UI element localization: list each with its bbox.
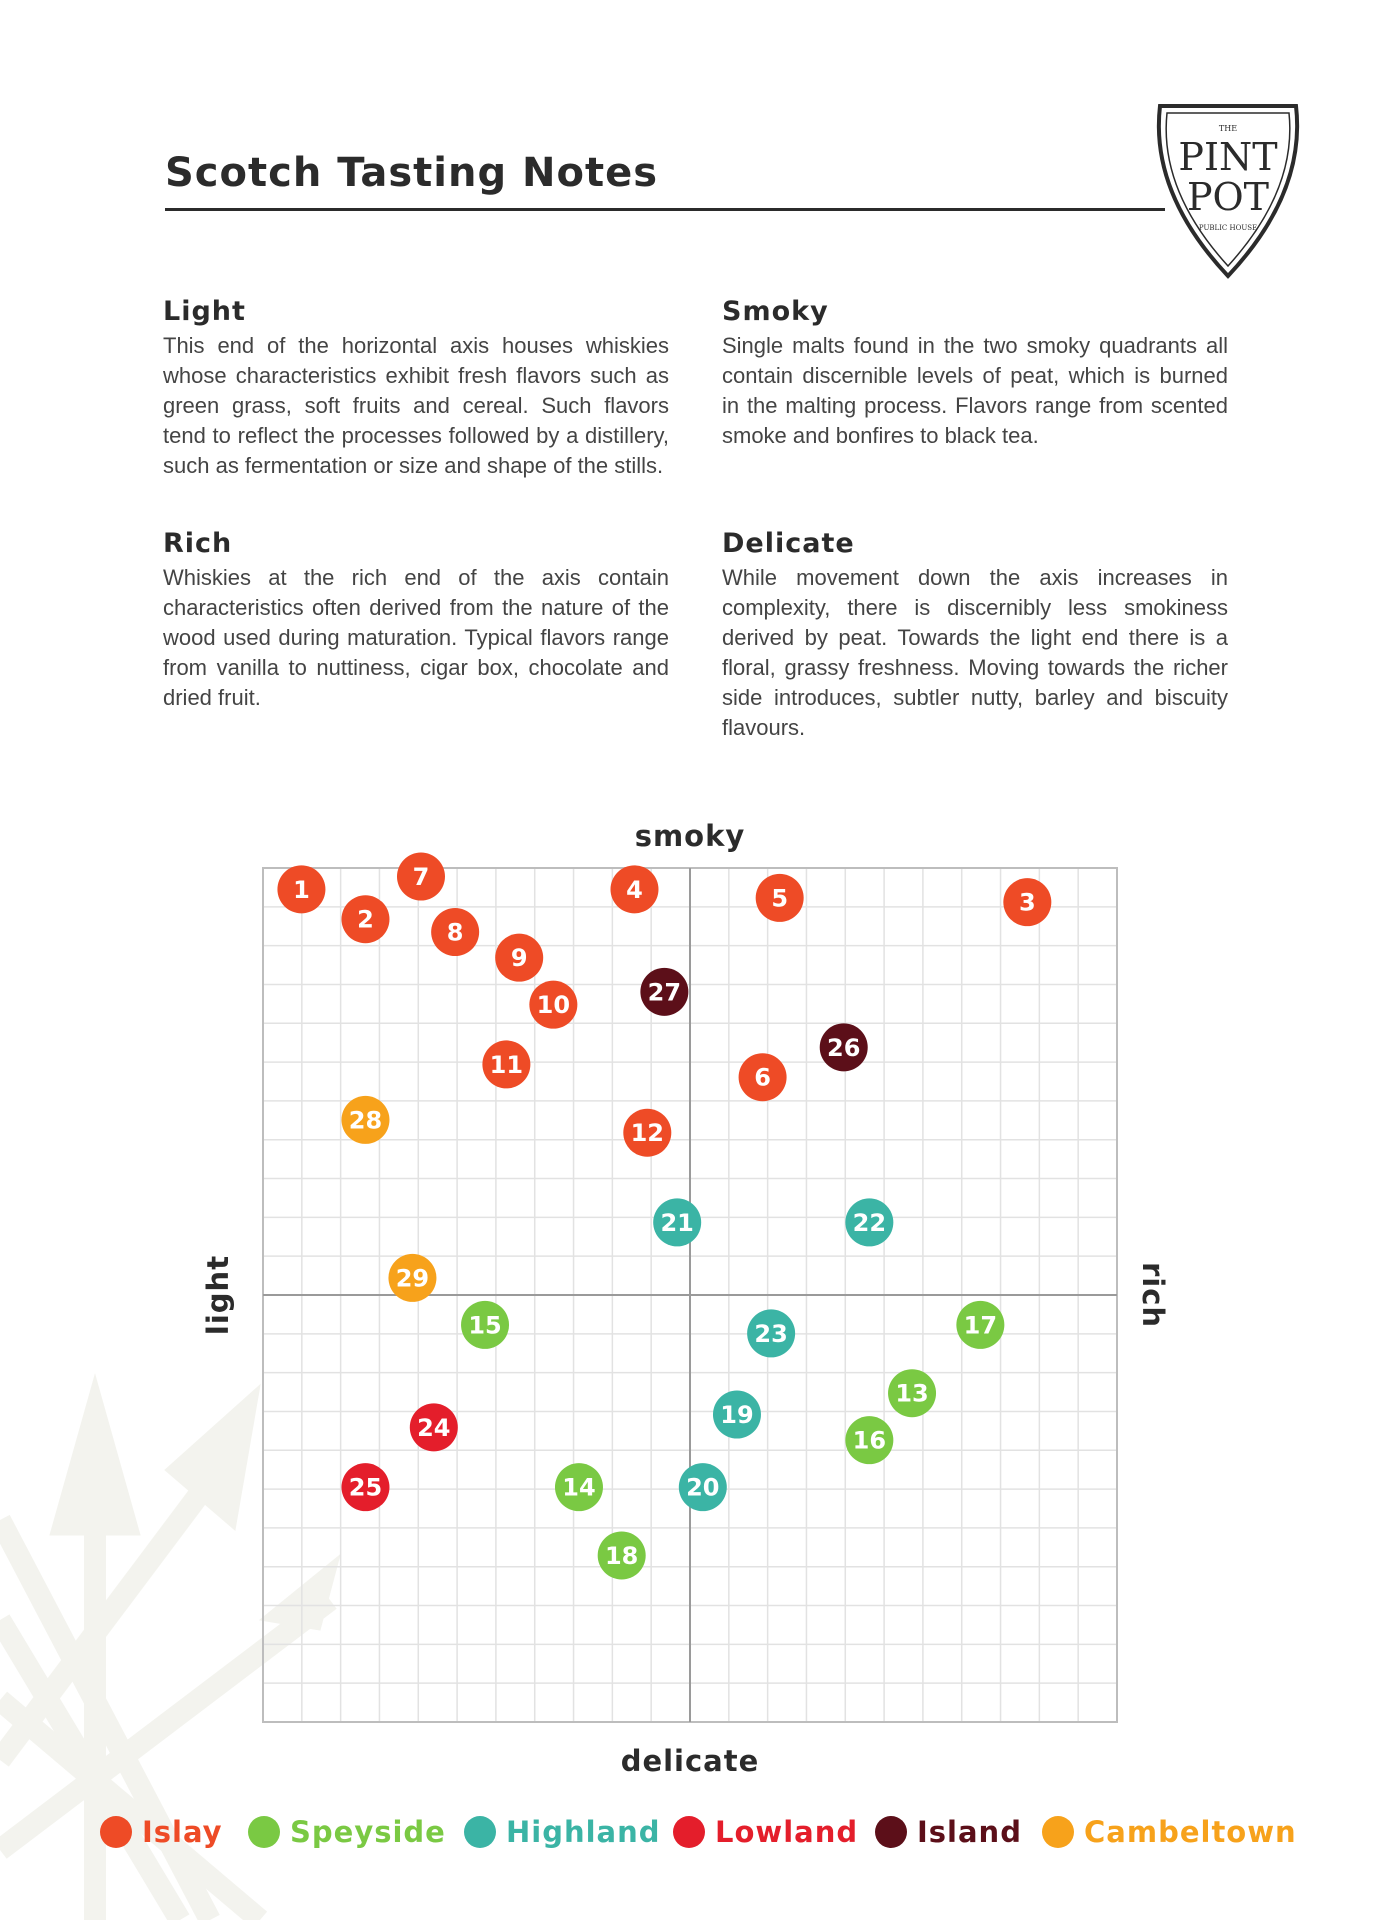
- legend-item-highland: [464, 1812, 661, 1852]
- legend-dot: [248, 1816, 280, 1848]
- point-label: 10: [536, 991, 571, 1020]
- data-point-4: [610, 865, 658, 913]
- page-title: Scotch Tasting Notes: [165, 150, 659, 196]
- legend-dot: [1042, 1816, 1074, 1848]
- point-label: 9: [510, 944, 528, 973]
- point-label: 6: [754, 1063, 771, 1092]
- point-label: 1: [293, 875, 310, 904]
- point-label: 12: [630, 1119, 665, 1148]
- point-label: 18: [604, 1541, 639, 1570]
- legend-dot: [100, 1816, 132, 1848]
- data-point-22: [845, 1198, 893, 1246]
- point-label: 27: [647, 978, 682, 1007]
- data-point-13: [888, 1369, 936, 1417]
- logo-text-pint: PINT: [1178, 135, 1278, 179]
- axis-label-smoky: smoky: [634, 819, 746, 853]
- data-point-17: [956, 1301, 1004, 1349]
- data-point-19: [713, 1391, 761, 1439]
- logo-text-pot: POT: [1186, 175, 1270, 219]
- point-label: 15: [468, 1311, 502, 1340]
- data-point-8: [431, 908, 479, 956]
- legend-item-lowland: [673, 1812, 858, 1852]
- data-point-1: [277, 865, 325, 913]
- section-rich-heading: Rich: [163, 528, 233, 559]
- point-label: 24: [417, 1413, 451, 1442]
- data-point-29: [388, 1254, 436, 1302]
- legend-label: Islay: [142, 1815, 223, 1849]
- section-light-heading: Light: [163, 296, 246, 327]
- data-point-15: [461, 1301, 509, 1349]
- legend-label: Lowland: [715, 1815, 859, 1849]
- point-label: 7: [412, 863, 430, 892]
- data-point-28: [341, 1096, 389, 1144]
- section-delicate-heading: Delicate: [722, 528, 855, 559]
- legend-dot: [464, 1816, 496, 1848]
- point-label: 3: [1018, 888, 1036, 917]
- data-point-9: [495, 934, 543, 982]
- data-point-16: [845, 1416, 893, 1464]
- point-label: 5: [771, 884, 789, 913]
- point-label: 13: [895, 1379, 929, 1408]
- data-point-21: [653, 1198, 701, 1246]
- data-point-26: [820, 1023, 868, 1071]
- legend-dot: [875, 1816, 907, 1848]
- point-label: 16: [852, 1426, 887, 1455]
- axis-label-rich: rich: [1136, 1261, 1170, 1329]
- region-legend: [0, 1812, 1384, 1852]
- point-label: 11: [489, 1050, 524, 1079]
- legend-item-cambeltown: [1042, 1812, 1297, 1852]
- point-label: 14: [562, 1473, 596, 1502]
- logo-text-top: THE: [1218, 124, 1238, 133]
- point-label: 17: [963, 1311, 998, 1340]
- data-point-20: [679, 1463, 727, 1511]
- data-point-11: [482, 1040, 530, 1088]
- point-label: 22: [852, 1208, 887, 1237]
- legend-label: Speyside: [290, 1815, 446, 1849]
- point-label: 26: [827, 1033, 861, 1062]
- point-label: 28: [348, 1106, 383, 1135]
- data-point-23: [747, 1309, 795, 1357]
- legend-label: Highland: [506, 1815, 661, 1849]
- data-point-12: [623, 1109, 671, 1157]
- legend-item-islay: [100, 1812, 223, 1852]
- legend-item-island: [875, 1812, 1022, 1852]
- data-point-27: [640, 968, 688, 1016]
- data-point-14: [555, 1463, 603, 1511]
- data-point-25: [341, 1463, 389, 1511]
- data-point-2: [341, 895, 389, 943]
- point-label: 19: [720, 1401, 754, 1430]
- data-points: [277, 853, 1051, 1580]
- data-point-24: [410, 1403, 458, 1451]
- data-point-6: [739, 1053, 787, 1101]
- section-smoky-heading: Smoky: [722, 296, 829, 327]
- section-smoky-body: Single malts found in the two smoky quadrants all contain discernible levels of peat, which is burned in the malting process. Flavors range from scented smoke and bonfires to black tea.: [722, 333, 1228, 448]
- point-label: 4: [626, 875, 643, 904]
- point-label: 25: [348, 1473, 383, 1502]
- legend-dot: [673, 1816, 705, 1848]
- point-label: 23: [754, 1319, 788, 1348]
- data-point-5: [756, 874, 804, 922]
- section-delicate-body: While movement down the axis increases in complexity, there is discernibly less smokiness derived by peat. Towards the light end there is a floral, grassy freshness. Moving towards the richer side introduces, subtler nutty, barley and biscuity flavours.: [722, 565, 1228, 740]
- point-label: 2: [357, 905, 374, 934]
- legend-item-speyside: [248, 1812, 446, 1852]
- section-rich-body: Whiskies at the rich end of the axis contain characteristics often derived from the nature of the wood used during maturation. Typical flavors range from vanilla to nuttiness, cigar box, chocolate and dried fruit.: [163, 565, 669, 710]
- section-light-body: This end of the horizontal axis houses whiskies whose characteristics exhibit fresh flavors such as green grass, soft fruits and cereal. Such flavors tend to reflect the processes followed by a distillery, such as fermentation or size and shape of the stills.: [163, 333, 669, 478]
- point-label: 20: [686, 1473, 720, 1502]
- axis-label-light: light: [201, 1254, 235, 1336]
- data-point-7: [397, 853, 445, 901]
- point-label: 8: [446, 918, 464, 947]
- data-point-3: [1003, 878, 1051, 926]
- point-label: 29: [395, 1264, 430, 1293]
- legend-label: Cambeltown: [1084, 1815, 1297, 1849]
- data-point-18: [598, 1531, 646, 1579]
- legend-label: Island: [917, 1815, 1022, 1849]
- logo-text-bottom: PUBLIC HOUSE: [1198, 224, 1258, 232]
- axis-label-delicate: delicate: [620, 1744, 760, 1778]
- data-point-10: [529, 981, 577, 1029]
- point-label: 21: [660, 1208, 694, 1237]
